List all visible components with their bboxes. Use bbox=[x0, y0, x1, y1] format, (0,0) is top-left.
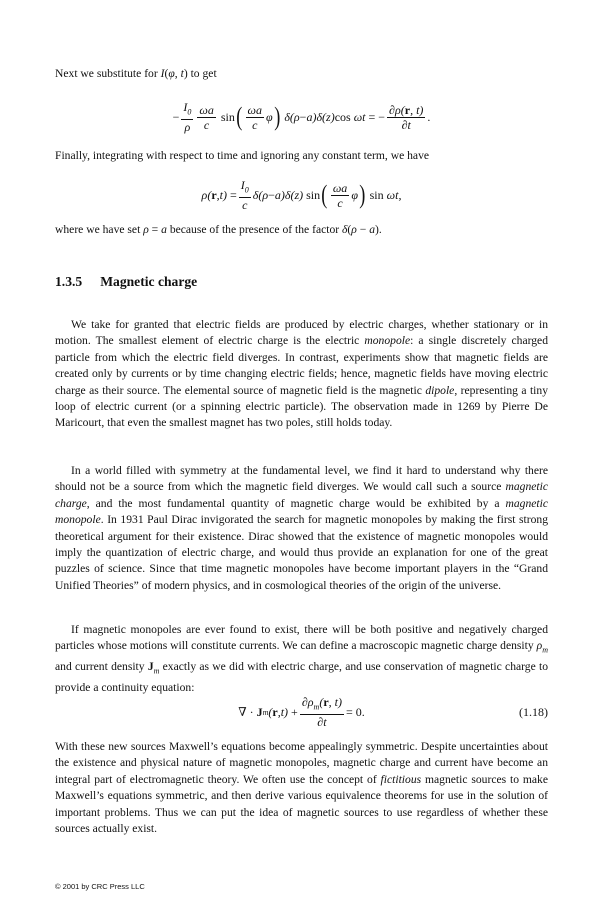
para-finally: Finally, integrating with respect to time and ignoring any constant term, we have bbox=[55, 149, 430, 162]
section-heading bbox=[55, 273, 197, 291]
equation-c: ∇ · J m ( r , t ) + $\frac{\partial\rho_m(r, t)}{\partial t}$ = 0. (1.18) bbox=[238, 694, 548, 730]
paragraph-2: In a world filled with symmetry at the fundamental level, we find it hard to understand why there should not be a source from which the magnetic field diverges. We would call such a source magnetic charge, and the most fundamental quantity of magnetic charge would be exhibited by a magnetic monopole. In 1931 Paul Dirac invigorated the search for magnetic monopoles by making the first strong theoretical argument for their existence. Dirac showed that the existence of magnetic monopoles would imply the quantization of electric charge, and would thus provide an explanation for one of the great puzzles of science. Since that time magnetic monopoles have become important players in the “Grand Unified Theories” of modern physics, and in cosmological theories of the origin of the universe. bbox=[55, 464, 548, 592]
equation-b: ρ ( r , t ) = $\frac{I_0}{c}$ δ ( ρ − a ) δ ( z ) sin ( $\frac{\omega a}{c}$ φ ) sin ωt , bbox=[201, 177, 402, 213]
section-number: 1.3.5 bbox=[55, 274, 83, 289]
para-where: where we have set ρ = a because of the presence of the factor δ(ρ − a). bbox=[55, 223, 382, 236]
paragraph-4: With these new sources Maxwell’s equations become appealingly symmetric. Despite uncertainties about the existence and physical nature of magnetic monopoles, magnetic charge and current have become an integral part of electromagnetic theory. We often use the concept of fictitious magnetic sources to make Maxwell’s equations symmetric, and then derive various equivalence theorems for use in the solution of important problems. Thus we can put the idea of magnetic sources to use regardless of whether these sources actually exist. bbox=[55, 740, 548, 836]
section-title: Magnetic charge bbox=[100, 274, 198, 289]
paragraph-1: We take for granted that electric fields are produced by electric charges, whether stationary or in motion. The smallest element of electric charge is the electric monopole: a single discretely charged particle from which the electric field diverges. In contrast, experiments show that magnetic fields are created only by currents or by time changing electric fields; hence, magnetic fields have moving electric charge as their source. The elemental source of magnetic field is the magnetic dipole, representing a tiny loop of electric current (or a spinning electric particle). The observation made in 1269 by Pierre De Maricourt, that even the smallest magnet has two poles, still holds today. bbox=[55, 318, 549, 430]
intro-line: Next we substitute for I(φ, t) to get bbox=[55, 67, 217, 80]
equation-a: − $\frac{I_0}{\rho}$ $\frac{\omega a}{c}$ sin ( $\frac{\omega a}{c}$ φ ) δ ( ρ − a ) δ ( z ) cos ωt = − $\frac{\partial\rho(r, t)}{\partial t}$ . bbox=[172, 99, 431, 135]
paragraph-3: If magnetic monopoles are ever found to exist, there will be both positive and negatively charged particles whose motions will constitute currents. We can define a macroscopic magnetic charge density $\rho_m$ and current density $J_m$ exactly as we did with electric charge, and use conservation of magnetic charge to provide a continuity equation: bbox=[55, 623, 548, 694]
copyright-footer: © 2001 by CRC Press LLC bbox=[55, 882, 145, 891]
equation-number: (1.18) bbox=[519, 704, 548, 719]
